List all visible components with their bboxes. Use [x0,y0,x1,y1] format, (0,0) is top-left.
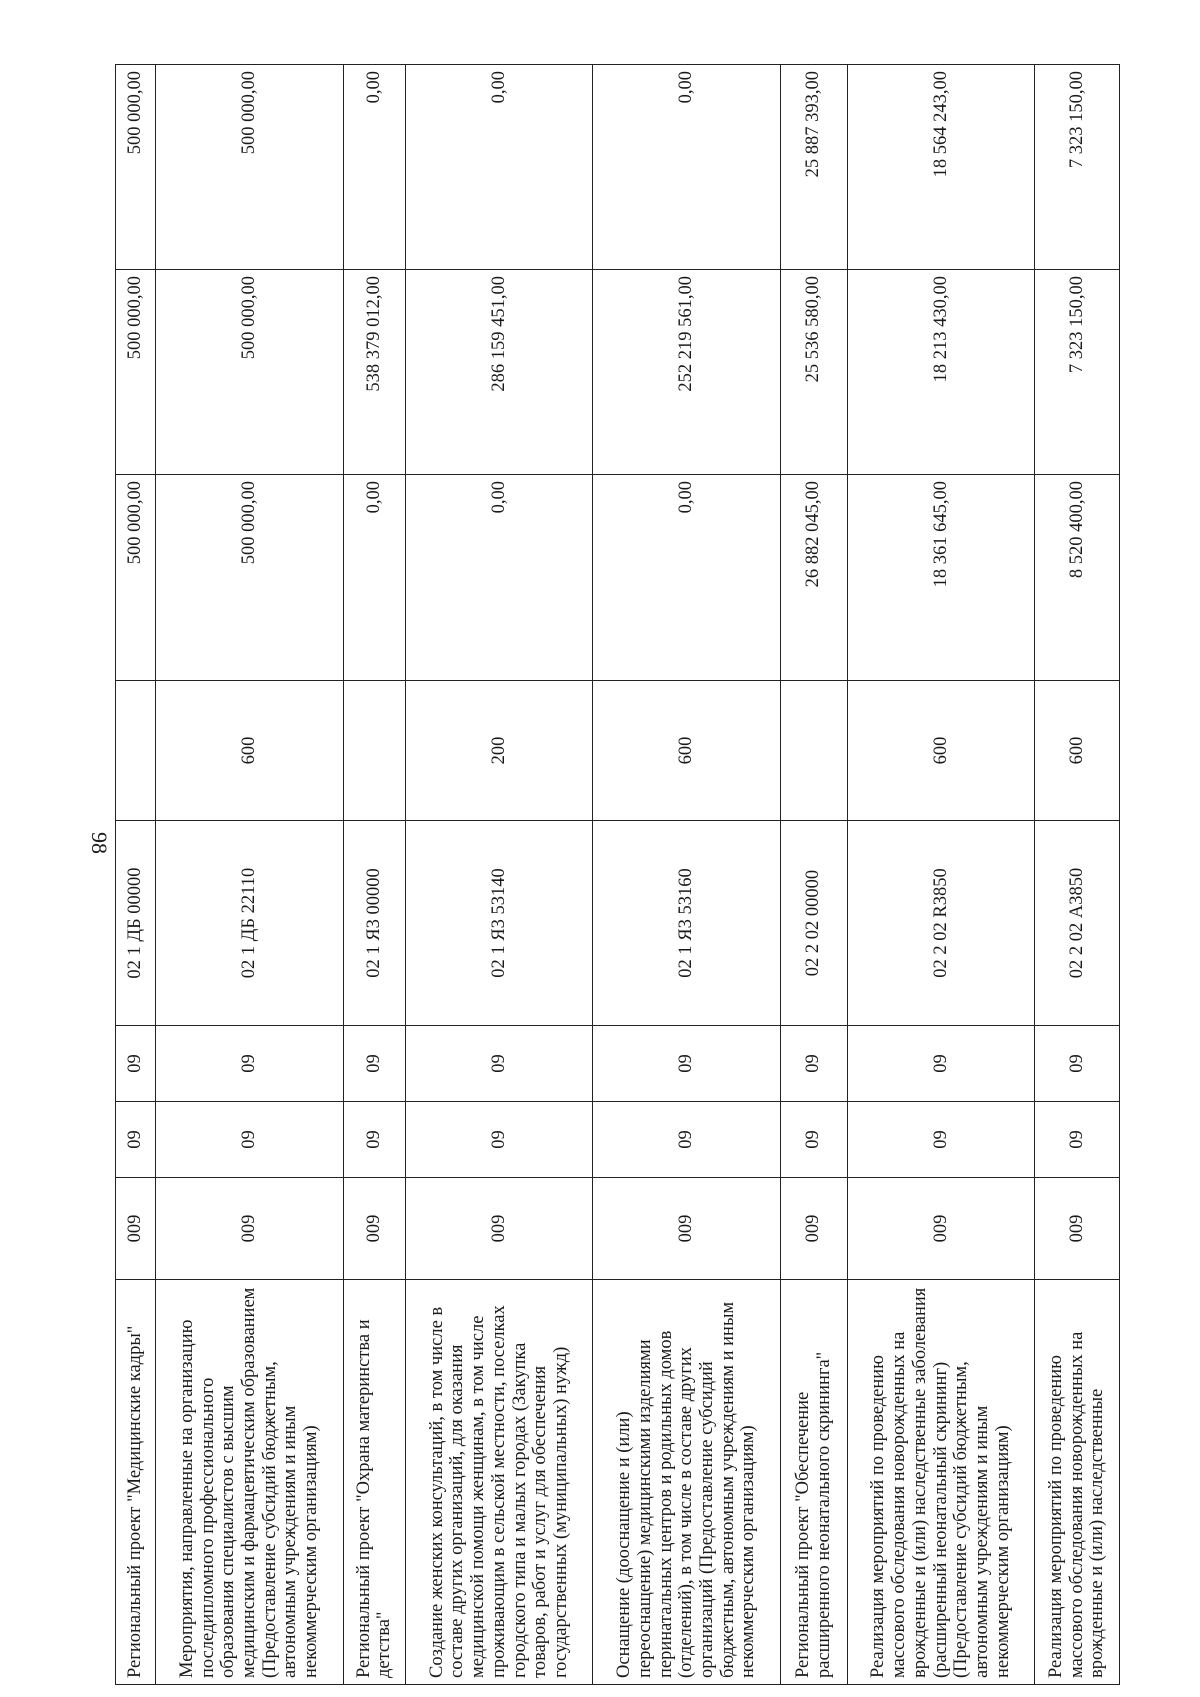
cell-name: Реализация мероприятий по проведению массового обследования новорожденных на врожденные и (или) наследственные [1035,1280,1120,1685]
cell-amount-2: 252 219 561,00 [593,270,780,475]
cell-target-article: 02 2 02 А3850 [1035,821,1120,1026]
cell-expense-type: 600 [1035,681,1120,821]
table-row [593,65,780,1685]
cell-amount-1: 0,00 [593,475,780,681]
cell-amount-2: 25 536 580,00 [780,270,847,475]
cell-amount-2: 7 323 150,00 [1035,270,1120,475]
cell-amount-2: 538 379 012,00 [343,270,405,475]
cell-target-article: 02 1 ДБ 22110 [156,821,343,1026]
cell-ministry-code: 009 [780,1178,847,1280]
cell-amount-3: 0,00 [593,65,780,270]
cell-subsection: 09 [343,1026,405,1102]
cell-expense-type [780,681,847,821]
cell-section: 09 [593,1102,780,1178]
cell-amount-1: 8 520 400,00 [1035,475,1120,681]
cell-amount-3: 25 887 393,00 [780,65,847,270]
budget-table [115,64,1120,1685]
cell-target-article: 02 1 Я3 53160 [593,821,780,1026]
cell-amount-2: 500 000,00 [116,270,156,475]
table-row [156,65,343,1685]
cell-ministry-code: 009 [1035,1178,1120,1280]
cell-ministry-code: 009 [406,1178,593,1280]
table-row [116,65,156,1685]
cell-subsection: 09 [116,1026,156,1102]
cell-expense-type: 600 [593,681,780,821]
cell-expense-type: 200 [406,681,593,821]
cell-name: Оснащение (дооснащение и (или) переоснащение) медицинскими изделиями перинатальных центров и родильных домов (отделений), в том числе в составе других организаций (Предоставление субсидий бюджетным, автономным учреждениям и иным некоммерческим организациям) [593,1280,780,1685]
cell-ministry-code: 009 [343,1178,405,1280]
cell-expense-type [343,681,405,821]
cell-target-article: 02 1 Я3 00000 [343,821,405,1026]
cell-amount-2: 286 159 451,00 [406,270,593,475]
cell-amount-1: 500 000,00 [116,475,156,681]
cell-name: Создание женских консультаций, в том числе в составе других организаций, для оказания медицинской помощи женщинам, в том числе проживающим в сельской местности, поселках городского типа и малых городах (Закупка товаров, работ и услуг для обеспечения государственных (муниципальных) нужд) [406,1280,593,1685]
cell-ministry-code: 009 [156,1178,343,1280]
cell-subsection: 09 [780,1026,847,1102]
cell-amount-2: 18 213 430,00 [847,270,1034,475]
cell-amount-3: 0,00 [406,65,593,270]
cell-name: Реализация мероприятий по проведению массового обследования новорожденных на врожденные и (или) наследственные заболевания (расширенный неонатальный скрининг) (Предоставление субсидий бюджетным, автономным учреждениям и иным некоммерческим организациям) [847,1280,1034,1685]
cell-expense-type: 600 [847,681,1034,821]
cell-target-article: 02 2 02 00000 [780,821,847,1026]
cell-section: 09 [780,1102,847,1178]
cell-name: Региональный проект "Медицинские кадры" [116,1280,156,1685]
page-number: 98 [87,832,112,854]
cell-section: 09 [343,1102,405,1178]
cell-section: 09 [156,1102,343,1178]
cell-target-article: 02 1 Я3 53140 [406,821,593,1026]
cell-name: Региональный проект "Обеспечение расширенного неонатального скрининга" [780,1280,847,1685]
cell-name: Региональный проект "Охрана материнства и детства" [343,1280,405,1685]
cell-subsection: 09 [1035,1026,1120,1102]
cell-amount-1: 26 882 045,00 [780,475,847,681]
cell-ministry-code: 009 [116,1178,156,1280]
cell-amount-3: 500 000,00 [156,65,343,270]
cell-amount-3: 7 323 150,00 [1035,65,1120,270]
cell-amount-3: 0,00 [343,65,405,270]
cell-expense-type [116,681,156,821]
rotated-page-body [115,65,1120,1685]
cell-target-article: 02 2 02 R3850 [847,821,1034,1026]
cell-section: 09 [406,1102,593,1178]
cell-subsection: 09 [847,1026,1034,1102]
cell-ministry-code: 009 [847,1178,1034,1280]
cell-amount-1: 500 000,00 [156,475,343,681]
cell-subsection: 09 [593,1026,780,1102]
table-row [780,65,847,1685]
cell-amount-1: 18 361 645,00 [847,475,1034,681]
cell-section: 09 [116,1102,156,1178]
cell-section: 09 [847,1102,1034,1178]
cell-amount-1: 0,00 [343,475,405,681]
table-row [406,65,593,1685]
cell-amount-2: 500 000,00 [156,270,343,475]
cell-amount-3: 500 000,00 [116,65,156,270]
cell-ministry-code: 009 [593,1178,780,1280]
table-row [1035,65,1120,1685]
cell-name: Мероприятия, направленные на организацию последипломного профессионального образования специалистов с высшим медицинским и фармацевтическим образованием (Предоставление субсидий бюджетным, автономным учреждениям и иным некоммерческим организациям) [156,1280,343,1685]
cell-section: 09 [1035,1102,1120,1178]
table-row [343,65,405,1685]
table-body [116,65,1120,1685]
cell-subsection: 09 [406,1026,593,1102]
cell-subsection: 09 [156,1026,343,1102]
cell-amount-3: 18 564 243,00 [847,65,1034,270]
cell-expense-type: 600 [156,681,343,821]
table-row [847,65,1034,1685]
cell-target-article: 02 1 ДБ 00000 [116,821,156,1026]
cell-amount-1: 0,00 [406,475,593,681]
